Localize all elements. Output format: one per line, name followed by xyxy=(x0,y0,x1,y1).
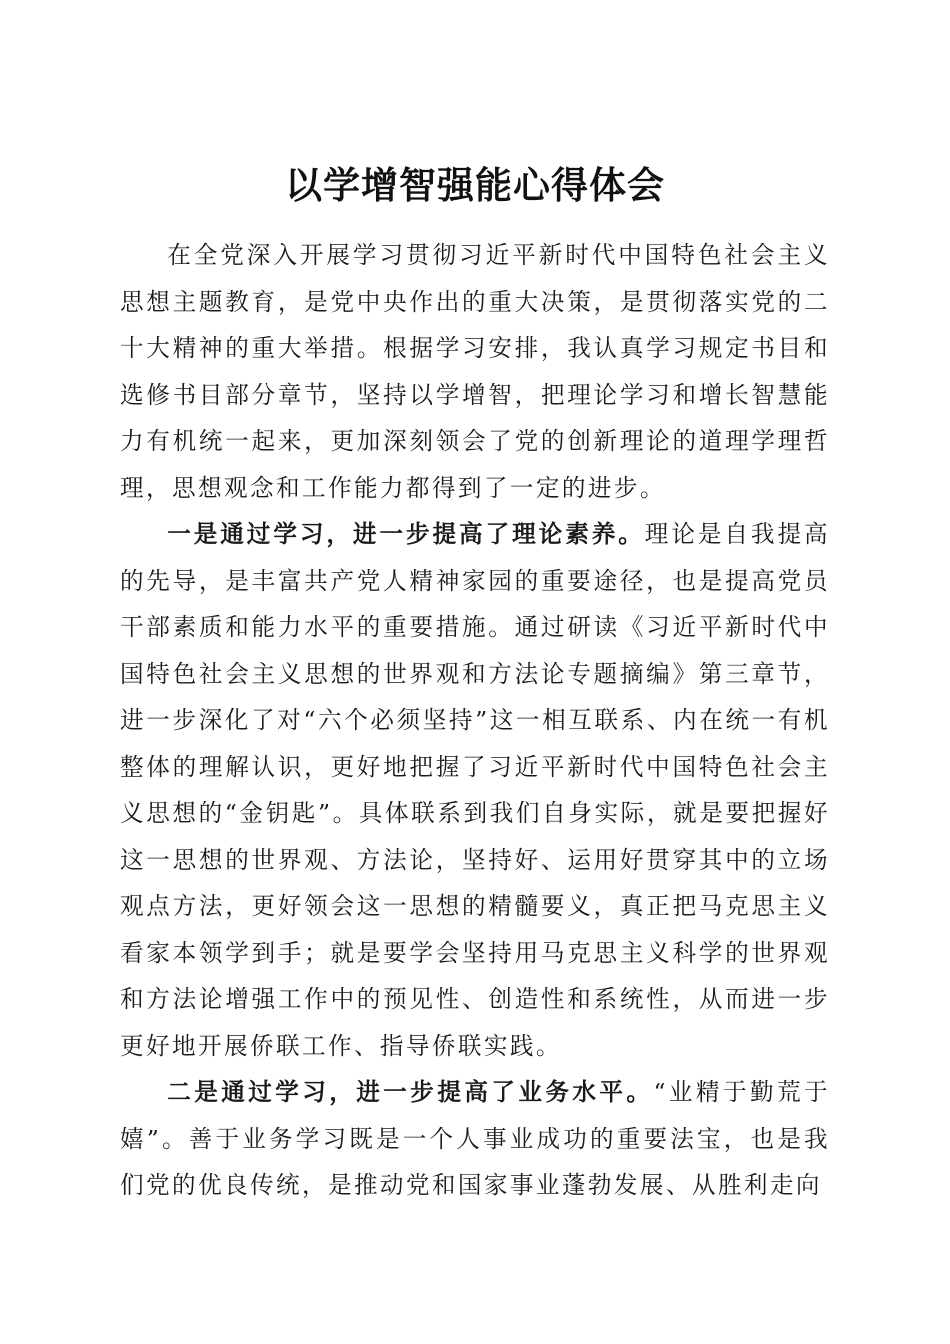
paragraph-text: 理论是自我提高的先导，是丰富共产党人精神家园的重要途径，也是提高党员干部素质和能力水平的重要措施。通过研读《习近平新时代中国特色社会主义思想的世界观和方法论专题摘编》第三章节，进一步深化了对“六个必须坚持”这一相互联系、内在统一有机整体的理解认识，更好地把握了习近平新时代中国特色社会主义思想的“金钥匙”。具体联系到我们自身实际，就是要把握好这一思想的世界观、方法论，坚持好、运用好贯穿其中的立场观点方法，更好领会这一思想的精髓要义，真正把马克思主义看家本领学到手；就是要学会坚持用马克思主义科学的世界观和方法论增强工作中的预见性、创造性和系统性，从而进一步更好地开展侨联工作、指导侨联实践。 xyxy=(120,520,830,1060)
paragraph-text: 在全党深入开展学习贯彻习近平新时代中国特色社会主义思想主题教育，是党中央作出的重大决策，是贯彻落实党的二十大精神的重大举措。根据学习安排，我认真学习规定书目和选修书目部分章节，坚持以学增智，把理论学习和增长智慧能力有机统一起来，更加深刻领会了党的创新理论的道理学理哲理，思想观念和工作能力都得到了一定的进步。 xyxy=(120,241,830,502)
paragraph-text: “业精于勤荒于嬉”。善于业务学习既是一个人事业成功的重要法宝，也是我们党的优良传统，是推动党和国家事业蓬勃发展、从胜利走向 xyxy=(120,1078,830,1199)
paragraph-lead: 一是通过学习，进一步提高了理论素养。 xyxy=(167,520,645,548)
paragraph-lead: 二是通过学习，进一步提高了业务水平。 xyxy=(167,1078,654,1106)
document-title: 以学增智强能心得体会 xyxy=(285,162,665,207)
paragraph-theory xyxy=(120,511,830,1069)
paragraph-intro xyxy=(120,232,830,511)
paragraph-business xyxy=(120,1069,830,1209)
document-body xyxy=(120,232,830,1209)
